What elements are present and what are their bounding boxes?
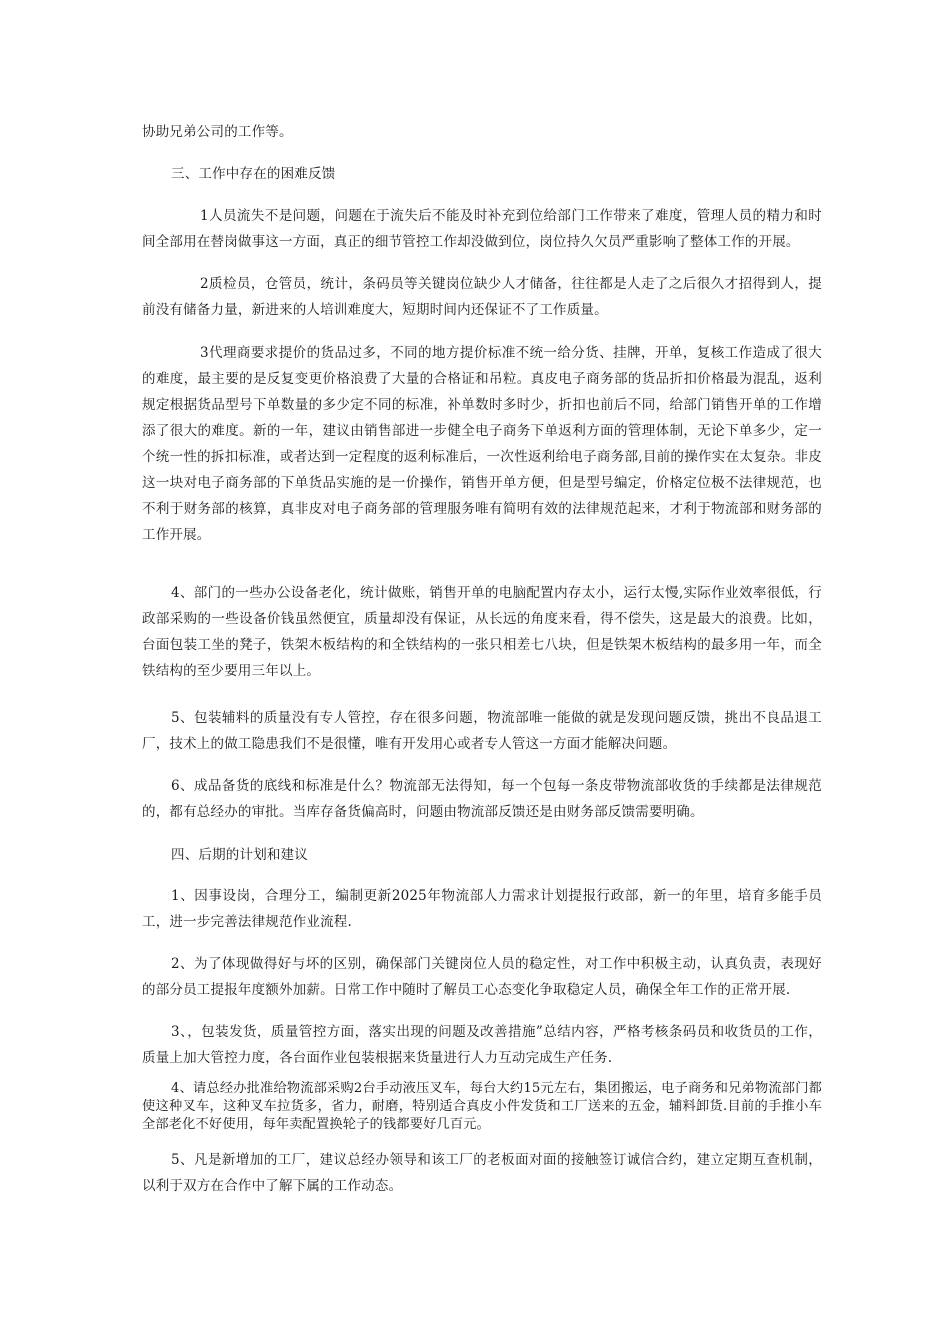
- section-heading-difficulties: 三、工作中存在的困难反馈: [171, 166, 336, 182]
- paragraph-difficulty-2: 2质检员，仓管员，统计，条码员等关键岗位缺少人才储备，往往都是人走了之后很久才招得到人，提前没有储备力量，新进来的人培训难度大，短期时间内还保证不了工作质量。: [142, 276, 822, 318]
- section-heading-plans: 四、后期的计划和建议: [171, 847, 308, 863]
- paragraph-difficulty-6: 6、成品备货的底线和标准是什么？物流部无法得知，每一个包每一条皮带物流部收货的手续都是法律规范的，都有总经办的审批。当库存备货偏高时，问题由物流部反馈还是由财务部反馈需要明确。: [142, 778, 822, 820]
- paragraph-difficulty-5: 5、包装辅料的质量没有专人管控，存在很多问题，物流部唯一能做的就是发现问题反馈，挑出不良品退工厂，技术上的做工隐患我们不是很懂，唯有开发用心或者专人管这一方面才能解决问题。: [142, 710, 822, 752]
- paragraph-difficulty-1: 1人员流失不是问题，问题在于流失后不能及时补充到位给部门工作带来了难度，管理人员的精力和时间全部用在替岗做事这一方面，真正的细节管控工作却没做到位，岗位持久欠员严重影响了整体工作的开展。: [142, 208, 822, 250]
- paragraph-difficulty-3: 3代理商要求提价的货品过多，不同的地方提价标准不统一给分货、挂牌，开单，复核工作造成了很大的难度，最主要的是反复变更价格浪费了大量的合格证和吊粒。真皮电子商务部的货品折扣价格最为混乱，返利规定根据货品型号下单数量的多少定不同的标准，补单数时多时少，折扣也前后不同，给部门销售开单的工作增添了很大的难度。新的一年，建议由销售部进一步健全电子商务下单返利方面的管理体制，无论下单多少，定一个统一性的拆扣标准，或者达到一定程度的返利标准后，一次性返利给电子商务部,目前的操作实在太复杂。非皮这一块对电子商务部的下单货品实施的是一价操作，销售开单方便，但是型号编定，价格定位极不法律规范，也不利于财务部的核算，真非皮对电子商务部的管理服务唯有简明有效的法律规范起来，才利于物流部和财务部的工作开展。: [142, 345, 822, 543]
- paragraph-plan-3: 3、，包装发货，质量管控方面，落实出现的问题及改善措施”总结内容，严格考核条码员和收货员的工作，质量上加大管控力度，各台面作业包装根据来货量进行人力互动完成生产任务.: [142, 1024, 822, 1066]
- paragraph-intro-tail: 协助兄弟公司的工作等。: [142, 124, 293, 140]
- paragraph-difficulty-4: 4、部门的一些办公设备老化，统计做账，销售开单的电脑配置内存太小，运行太慢,实际作业效率很低，行政部采购的一些设备价钱虽然便宜，质量却没有保证，从长远的角度来看，得不偿失，这是最大的浪费。比如，台面包装工坐的凳子，铁架木板结构的和全铁结构的一张只相差七八块，但是铁架木板结构的最多用一年，而全铁结构的至少要用三年以上。: [142, 585, 822, 679]
- paragraph-plan-4: 4、请总经办批准给物流部采购2台手动液压叉车，每台大约15元左右，集团搬运，电子商务和兄弟物流部门都使这种叉车，这种叉车拉货多，省力，耐磨，特别适合真皮小件发货和工厂送来的五金，辅料卸货.目前的手推小车全部老化不好使用，每年卖配置换轮子的钱都要好几百元。: [142, 1081, 822, 1132]
- paragraph-plan-2: 2、为了体现做得好与坏的区别，确保部门关键岗位人员的稳定性，对工作中积极主动，认真负责，表现好的部分员工提报年度额外加薪。日常工作中随时了解员工心态变化争取稳定人员，确保全年工作的正常开展.: [142, 956, 822, 998]
- paragraph-plan-5: 5、凡是新增加的工厂，建议总经办领导和该工厂的老板面对面的接触签订诚信合约，建立定期互查机制，以利于双方在合作中了解下属的工作动态。: [142, 1152, 822, 1194]
- paragraph-plan-1: 1、因事设岗，合理分工，编制更新2025年物流部人力需求计划提报行政部，新一的年里，培育多能手员工，进一步完善法律规范作业流程.: [142, 888, 822, 930]
